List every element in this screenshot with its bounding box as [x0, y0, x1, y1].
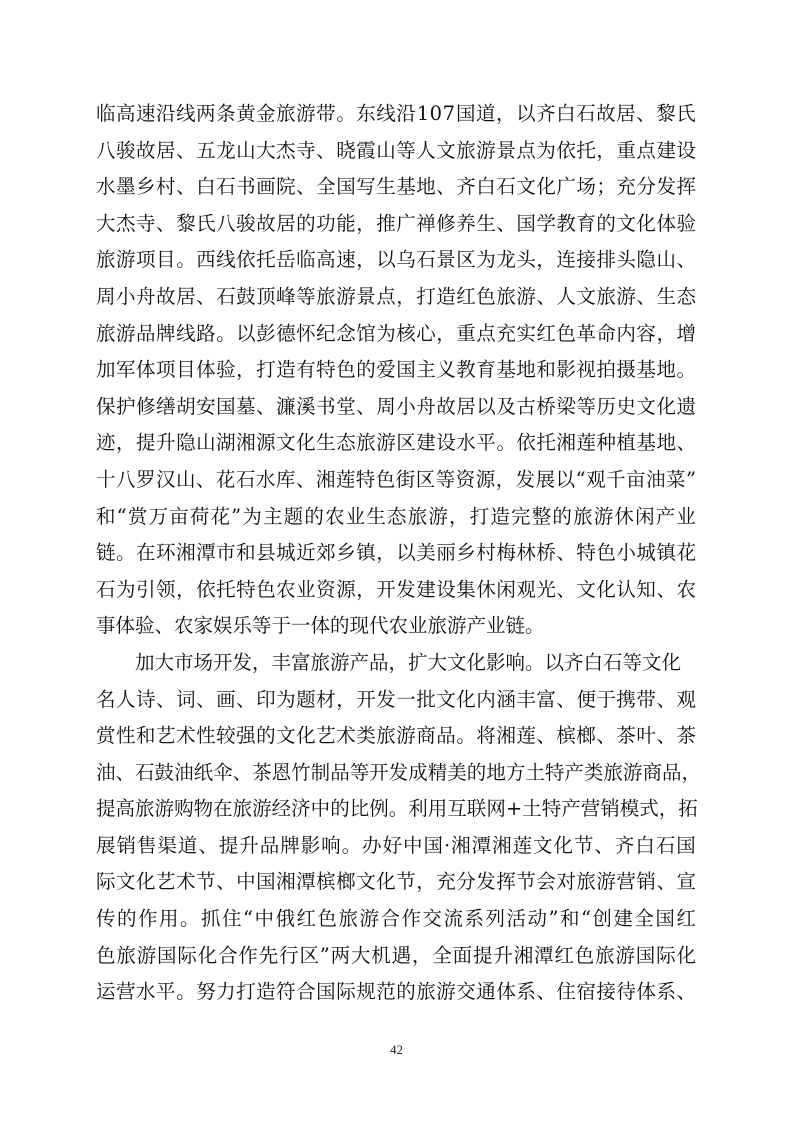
text-line: 石 为 引 领 ， 依 托 特 色 农 业 资 源 ， 开 发 建 设 集 休 闲 观 光 、 文 化 认 知 、 农 — [96, 577, 696, 601]
text-line: 加大市场开发，丰富旅游产品，扩大文化影响。以齐白石等文化 — [135, 650, 682, 674]
text-line: 临 高 速 沿 线 两 条 黄 金 旅 游 带 。 东 线 沿 1 0 7 国 道 ， 以 齐 白 石 故 居 、 黎 氏 — [96, 102, 696, 125]
text-line: 色 旅 游 国 际 化 合 作 先 行 区 ” 两 大 机 遇 ， 全 面 提 升 湘 潭 红 色 旅 游 国 际 化 — [96, 943, 696, 967]
text-line: 保 护 修 缮 胡 安 国 墓 、 濂 溪 书 堂 、 周 小 舟 故 居 以 及 古 桥 梁 等 历 史 文 化 遗 — [96, 394, 696, 418]
text-line: 十 八 罗 汉 山 、 花 石 水 库 、 湘 莲 特 色 街 区 等 资 源 ， 发 展 以 “ 观 千 亩 油 菜 ” — [96, 467, 696, 491]
text-line: 传 的 作 用 。 抓 住 “ 中 俄 红 色 旅 游 合 作 交 流 系 列 活 动 ” 和 “ 创 建 全 国 红 — [96, 907, 696, 931]
text-line: 展 销 售 渠 道 、 提 升 品 牌 影 响 。 办 好 中 国 · 湘 潭 湘 莲 文 化 节 、 齐 白 石 国 — [96, 833, 696, 857]
text-line: 事体验、农家娱乐等于一体的现代农业旅游产业链。 — [96, 614, 545, 638]
text-line: 八 骏 故 居 、 五 龙 山 大 杰 寺 、 晓 霞 山 等 人 文 旅 游 景 点 为 依 托 ， 重 点 建 设 — [96, 138, 696, 162]
body-text — [96, 96, 701, 1011]
text-line: 迹 ， 提 升 隐 山 湖 湘 源 文 化 生 态 旅 游 区 建 设 水 平 。 依 托 湘 莲 种 植 基 地 、 — [96, 431, 696, 455]
text-line: 和 “ 赏 万 亩 荷 花 ” 为 主 题 的 农 业 生 态 旅 游 ， 打 造 完 整 的 旅 游 休 闲 产 业 — [96, 504, 696, 528]
text-line: 旅 游 项 目 。 西 线 依 托 岳 临 高 速 ， 以 乌 石 景 区 为 龙 头 ， 连 接 排 头 隐 山 、 — [96, 248, 696, 272]
text-line: 加 军 体 项 目 体 验 ， 打 造 有 特 色 的 爱 国 主 义 教 育 基 地 和 影 视 拍 摄 基 地 。 — [96, 358, 696, 382]
text-line: 赏 性 和 艺 术 性 较 强 的 文 化 艺 术 类 旅 游 商 品 。 将 湘 莲 、 槟 榔 、 茶 叶 、 茶 — [96, 724, 696, 748]
page-number: 42 — [390, 1042, 403, 1057]
text-line: 油 、 石 鼓 油 纸 伞 、 茶 恩 竹 制 品 等 开 发 成 精 美 的 地 方 土 特 产 类 旅 游 商 品 ， — [96, 760, 701, 784]
text-line: 旅 游 品 牌 线 路 。 以 彭 德 怀 纪 念 馆 为 核 心 ， 重 点 充 实 红 色 革 命 内 容 ， 增 — [96, 321, 696, 345]
text-line: 大 杰 寺 、 黎 氏 八 骏 故 居 的 功 能 ， 推 广 禅 修 养 生 、 国 学 教 育 的 文 化 体 验 — [96, 211, 696, 235]
text-line: 周 小 舟 故 居 、 石 鼓 顶 峰 等 旅 游 景 点 ， 打 造 红 色 旅 游 、 人 文 旅 游 、 生 态 — [96, 284, 696, 308]
text-line: 际 文 化 艺 术 节 、 中 国 湘 潭 槟 榔 文 化 节 ， 充 分 发 挥 节 会 对 旅 游 营 销 、 宣 — [96, 870, 696, 894]
text-line: 水 墨 乡 村 、 白 石 书 画 院 、 全 国 写 生 基 地 、 齐 白 石 文 化 广 场 ； 充 分 发 挥 — [96, 175, 696, 199]
text-line: 提 高 旅 游 购 物 在 旅 游 经 济 中 的 比 例 。 利 用 互 联 网 + 土 特 产 营 销 模 式 ， 拓 — [96, 797, 698, 821]
text-line: 名 人 诗 、 词 、 画 、 印 为 题 材 ， 开 发 一 批 文 化 内 涵 丰 富 、 便 于 携 带 、 观 — [96, 687, 696, 711]
text-line: 链 。 在 环 湘 潭 市 和 县 城 近 郊 乡 镇 ， 以 美 丽 乡 村 梅 林 桥 、 特 色 小 城 镇 花 — [96, 541, 696, 565]
text-line: 运 营 水 平 。 努 力 打 造 符 合 国 际 规 范 的 旅 游 交 通 体 系 、 住 宿 接 待 体 系 、 — [96, 980, 696, 1004]
